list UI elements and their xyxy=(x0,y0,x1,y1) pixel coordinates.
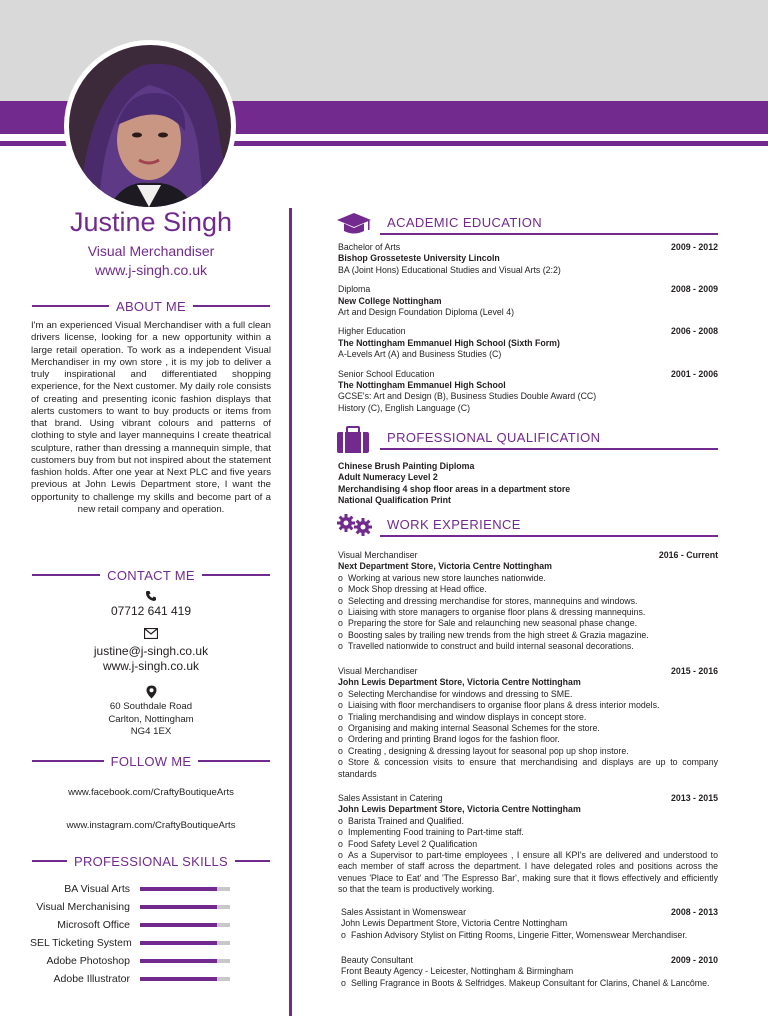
skill-bar-track xyxy=(140,923,230,927)
profile-photo xyxy=(69,45,231,207)
job-entry xyxy=(341,955,718,989)
about-heading: ABOUT ME xyxy=(32,296,270,316)
skill-row xyxy=(30,934,272,952)
skill-row xyxy=(30,970,272,988)
education-item xyxy=(338,369,718,415)
job-title-row xyxy=(338,666,718,677)
job-duty: o Preparing the store for Sale and relaunching new seasonal phase change. xyxy=(338,618,718,629)
contact-email-block xyxy=(30,628,272,674)
avatar xyxy=(64,40,236,212)
job-company: John Lewis Department Store, Victoria Centre Nottingham xyxy=(338,804,581,815)
education-school: The Nottingham Emmanuel High School xyxy=(338,380,506,391)
education-years: 2009 - 2012 xyxy=(671,242,718,252)
job-title-row xyxy=(338,550,718,561)
education-school: Bishop Grosseteste University Lincoln xyxy=(338,253,500,264)
location-pin-icon xyxy=(30,685,272,699)
contact-address-block xyxy=(30,685,272,739)
facebook-link[interactable]: www.facebook.com/CraftyBoutiqueArts xyxy=(68,787,234,798)
skill-bar-fill xyxy=(140,977,217,981)
job-duty: o Store & concession visits to ensure that merchandising and displays are up to company standards xyxy=(338,757,718,780)
job-duty: o Working at various new store launches nationwide. xyxy=(338,573,718,584)
job-years: 2009 - 2010 xyxy=(671,955,718,965)
qualification-item: Chinese Brush Painting Diploma xyxy=(338,461,475,471)
skill-row xyxy=(30,898,272,916)
job-duties xyxy=(341,978,718,989)
email-icon xyxy=(30,628,272,639)
skill-bar-fill xyxy=(140,959,217,963)
qualification-item: Merchandising 4 shop floor areas in a department store xyxy=(338,483,571,494)
education-detail: A-Levels Art (A) and Business Studies (C) xyxy=(338,349,502,360)
job-duty: o Ordering and printing Brand logos for the fashion floor. xyxy=(338,734,718,745)
skill-bar-fill xyxy=(140,923,217,927)
job-duty: o Creating , designing & dressing layout for seasonal pop up shop instore. xyxy=(338,746,718,757)
job-duty: o Liaising with floor merchandisers to organise floor plans & dress interior models. xyxy=(338,700,718,711)
qualification-item: National Qualification Print xyxy=(338,495,451,506)
profile-role: Visual Merchandiser xyxy=(87,243,215,259)
education-detail: History (C), English Language (C) xyxy=(338,402,471,413)
skill-bar-track xyxy=(140,941,230,945)
job-duty: o Selling Fragrance in Boots & Selfridges. Makeup Consultant for Clarins, Chanel & Lancôme. xyxy=(341,978,718,989)
contact-phone-block xyxy=(30,590,272,619)
briefcase-icon xyxy=(336,426,370,459)
job-company: John Lewis Department Store, Victoria Centre Nottingham xyxy=(338,677,581,688)
education-heading: ACADEMIC EDUCATION xyxy=(336,211,718,243)
work-heading: WORK EXPERIENCE xyxy=(336,513,718,545)
skill-row xyxy=(30,916,272,934)
education-title-row xyxy=(338,284,718,295)
profile-header xyxy=(30,205,272,280)
education-years: 2001 - 2006 xyxy=(671,368,718,379)
qualification-heading: PROFESSIONAL QUALIFICATION xyxy=(336,426,718,458)
skill-label: Microsoft Office xyxy=(57,919,130,931)
job-title-row xyxy=(341,955,718,966)
skill-bar-track xyxy=(140,959,230,963)
job-title: Sales Assistant in Catering xyxy=(338,793,443,803)
education-list xyxy=(338,242,718,414)
education-detail: BA (Joint Hons) Educational Studies and Visual Arts (2:2) xyxy=(338,264,561,275)
job-duty: o Implementing Food training to Part-time staff. xyxy=(338,827,718,838)
skill-bar-fill xyxy=(140,905,217,909)
skill-bar-track xyxy=(140,905,230,909)
address-line-1: 60 Southdale Road xyxy=(109,701,193,712)
profile-name: Justine Singh xyxy=(69,207,233,237)
education-years: 2006 - 2008 xyxy=(671,326,718,337)
qualification-list xyxy=(338,461,718,507)
skill-label: Adobe Illustrator xyxy=(53,973,130,985)
job-entry xyxy=(338,550,718,653)
skill-bar-track xyxy=(140,887,230,891)
job-company: Next Department Store, Victoria Centre Nottingham xyxy=(338,561,552,572)
gears-icon xyxy=(336,513,374,542)
graduation-cap-icon xyxy=(336,211,372,242)
education-title-row xyxy=(338,369,718,380)
job-years: 2016 - Current xyxy=(658,550,718,560)
job-duty: o Trialing merchandising and window displays in concept store. xyxy=(338,712,718,723)
profile-website[interactable]: www.j-singh.co.uk xyxy=(94,262,208,278)
job-entry xyxy=(341,907,718,941)
job-years: 2013 - 2015 xyxy=(671,793,718,803)
job-years: 2015 - 2016 xyxy=(671,666,718,676)
job-title-row xyxy=(341,907,718,918)
skill-label: Adobe Photoshop xyxy=(46,955,130,967)
job-duties xyxy=(341,930,718,941)
education-item xyxy=(338,284,718,318)
skills-heading: PROFESSIONAL SKILLS xyxy=(32,851,270,871)
education-school: The Nottingham Emmanuel High School (Sixth Form) xyxy=(338,337,560,348)
skill-label: BA Visual Arts xyxy=(64,883,130,895)
job-title: Visual Merchandiser xyxy=(338,666,418,676)
job-duty: o Food Safety Level 2 Qualification xyxy=(338,839,718,850)
skill-bar-fill xyxy=(140,887,217,891)
job-title: Beauty Consultant xyxy=(341,955,413,965)
job-title: Visual Merchandiser xyxy=(338,550,418,560)
job-duty: o Barista Trained and Qualified. xyxy=(338,816,718,827)
job-duty: o Mock Shop dressing at Head office. xyxy=(338,584,718,595)
skill-label: Visual Merchanising xyxy=(36,901,130,913)
job-title: Sales Assistant in Womenswear xyxy=(341,907,467,917)
education-item xyxy=(338,326,718,360)
job-duty: o Boosting sales by trailing new trends from the high street & Grazia magazine. xyxy=(338,630,718,641)
job-duty: o Organising and making internal Seasonal Schemes for the store. xyxy=(338,723,718,734)
address-line-2: Carlton, Nottingham xyxy=(108,713,194,725)
column-divider xyxy=(289,208,292,1016)
skill-row xyxy=(30,880,272,898)
instagram-link[interactable]: www.instagram.com/CraftyBoutiqueArts xyxy=(66,820,236,831)
education-title: Higher Education xyxy=(338,326,406,337)
education-school: New College Nottingham xyxy=(338,295,442,306)
education-title: Senior School Education xyxy=(338,368,435,379)
job-entry xyxy=(338,666,718,780)
job-title-row xyxy=(338,793,718,804)
qualification-item: Adult Numeracy Level 2 xyxy=(338,472,438,483)
job-duty: o As a Supervisor to part-time employees , I ensure all KPI's are delivered and understood to each member of staff across the department. I have delegated roles and positions across the venues 'Place to Eat' and 'The Espresso Bar', making sure that it flows effectively and efficiently so that the team is productively working. xyxy=(338,850,718,896)
skill-bar-fill xyxy=(140,941,217,945)
skills-list xyxy=(30,880,272,988)
education-title-row xyxy=(338,326,718,337)
education-title: Bachelor of Arts xyxy=(338,242,401,252)
job-duty: o Selecting and dressing merchandise for stores, mannequins and windows. xyxy=(338,596,718,607)
job-duty: o Travelled nationwide to construct and build internal seasonal decorations. xyxy=(338,641,718,652)
phone-icon xyxy=(30,590,272,602)
skill-bar-track xyxy=(140,977,230,981)
contact-heading: CONTACT ME xyxy=(32,565,270,585)
job-duties xyxy=(338,816,718,896)
education-item xyxy=(338,242,718,276)
education-title-row xyxy=(338,242,718,253)
job-duty: o Fashion Advisory Stylist on Fitting Rooms, Lingerie Fitter, Womenswear Merchandiser. xyxy=(341,930,718,941)
job-duty: o Liaising with store managers to organise floor plans & dressing mannequins. xyxy=(338,607,718,618)
skill-label: SEL Ticketing System xyxy=(30,937,132,949)
job-duties xyxy=(338,689,718,780)
job-duty: o Selecting Merchandise for windows and dressing to SME. xyxy=(338,689,718,700)
job-company: Front Beauty Agency - Leicester, Nottingham & Birmingham xyxy=(341,966,574,977)
contact-email[interactable]: justine@j-singh.co.uk xyxy=(93,644,209,658)
about-text: I'm an experienced Visual Merchandiser with a full clean drivers license, looking for a new opportunity within a large retail operation. To work as a independent Visual Merchandiser in my own store , it is my job to deliver a truly inspirational and differentiated shopping experience, for the Next customer. My daily role consists of creating and presenting iconic fashion displays that alerts customers to want to buy products or items from that brand. Using vibrant colours and patterns of clothing to style and layer mannequins I create theatrical sculpture, rather than dressing a mannequin simple, that customers buy from but not inspired about the statement fashion holds. After one year at Next PLC and five years previous at John Lewis Department store, I want the opportunity to challenge my skills and become part of a new retail company and operation. xyxy=(31,320,271,515)
education-years: 2008 - 2009 xyxy=(671,284,718,295)
skill-row xyxy=(30,952,272,970)
job-company: John Lewis Department Store, Victoria Centre Nottingham xyxy=(341,918,568,929)
education-detail: Art and Design Foundation Diploma (Level 4) xyxy=(338,307,515,318)
education-title: Diploma xyxy=(338,284,371,295)
contact-phone[interactable]: 07712 641 419 xyxy=(110,604,192,618)
job-entry xyxy=(338,793,718,896)
follow-heading: FOLLOW ME xyxy=(32,751,270,771)
contact-website[interactable]: www.j-singh.co.uk xyxy=(102,659,200,673)
job-years: 2008 - 2013 xyxy=(671,907,718,917)
address-line-3: NG4 1EX xyxy=(130,726,172,737)
education-detail: GCSE's: Art and Design (B), Business Studies Double Award (CC) xyxy=(338,391,597,402)
job-duties xyxy=(338,573,718,653)
